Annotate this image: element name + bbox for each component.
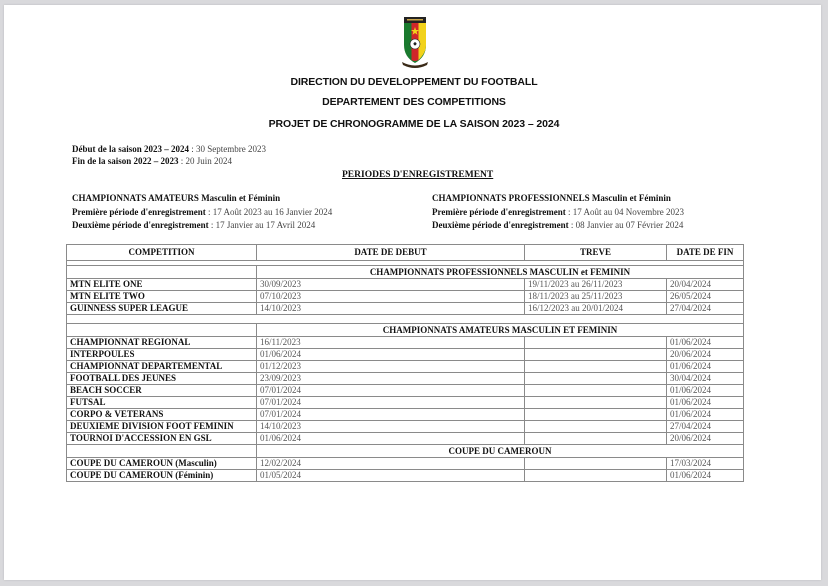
col-header-competition: COMPETITION bbox=[67, 245, 257, 261]
header-direction: DIRECTION DU DEVELOPPEMENT DU FOOTBALL bbox=[290, 76, 538, 88]
amateurs-p1-label: Première période d'enregistrement bbox=[72, 207, 206, 217]
table-row bbox=[67, 303, 744, 315]
pro-p1-value: : 17 Août au 04 Novembre 2023 bbox=[565, 207, 685, 217]
fin-cell: 01/06/2024 bbox=[667, 470, 744, 482]
treve-cell bbox=[525, 385, 667, 397]
pro-title-bold: CHAMPIONNATS PROFESSIONNELS bbox=[432, 193, 590, 203]
professionnels-period-1 bbox=[432, 207, 684, 217]
professionnels-period-2 bbox=[432, 220, 683, 230]
col-header-date-fin: DATE DE FIN bbox=[667, 245, 744, 261]
periodes-title: PERIODES D'ENREGISTREMENT bbox=[342, 170, 494, 180]
section-row-professionnels bbox=[67, 266, 744, 279]
fin-cell: 01/06/2024 bbox=[667, 337, 744, 349]
amateurs-title-rest: Masculin et Féminin bbox=[198, 193, 281, 203]
col-header-treve: TREVE bbox=[525, 245, 667, 261]
season-start-label: Début de la saison 2023 – 2024 bbox=[72, 144, 190, 154]
pro-title-rest: Masculin et Féminin bbox=[589, 193, 671, 203]
section-title: CHAMPIONNATS AMATEURS MASCULIN ET FEMININ bbox=[257, 324, 744, 337]
table-row bbox=[67, 458, 744, 470]
table-row bbox=[67, 337, 744, 349]
fin-cell: 01/06/2024 bbox=[667, 361, 744, 373]
season-start-value: : 30 Septembre 2023 bbox=[189, 144, 267, 154]
table-row bbox=[67, 361, 744, 373]
treve-cell: 18/11/2023 au 25/11/2023 bbox=[525, 291, 667, 303]
treve-cell bbox=[525, 349, 667, 361]
amateurs-title bbox=[72, 193, 280, 203]
table-row bbox=[67, 397, 744, 409]
fin-cell: 27/04/2024 bbox=[667, 421, 744, 433]
debut-cell: 12/02/2024 bbox=[257, 458, 525, 470]
competition-cell: GUINNESS SUPER LEAGUE bbox=[67, 303, 257, 315]
spacer-row bbox=[67, 315, 744, 324]
season-start bbox=[72, 144, 266, 154]
debut-cell: 01/12/2023 bbox=[257, 361, 525, 373]
table-row bbox=[67, 470, 744, 482]
fin-cell: 20/04/2024 bbox=[667, 279, 744, 291]
amateurs-p2-label: Deuxième période d'enregistrement bbox=[72, 220, 209, 230]
header-departement: DEPARTEMENT DES COMPETITIONS bbox=[322, 96, 506, 108]
col-header-date-debut: DATE DE DEBUT bbox=[257, 245, 525, 261]
section-row-coupe bbox=[67, 445, 744, 458]
amateurs-p2-value: : 17 Janvier au 17 Avril 2024 bbox=[208, 220, 316, 230]
treve-cell bbox=[525, 397, 667, 409]
competition-cell: CORPO & VETERANS bbox=[67, 409, 257, 421]
treve-cell bbox=[525, 433, 667, 445]
treve-cell bbox=[525, 421, 667, 433]
fin-cell: 27/04/2024 bbox=[667, 303, 744, 315]
competition-cell: INTERPOULES bbox=[67, 349, 257, 361]
debut-cell: 07/01/2024 bbox=[257, 397, 525, 409]
debut-cell: 23/09/2023 bbox=[257, 373, 525, 385]
debut-cell: 01/05/2024 bbox=[257, 470, 525, 482]
fin-cell: 30/04/2024 bbox=[667, 373, 744, 385]
debut-cell: 16/11/2023 bbox=[257, 337, 525, 349]
debut-cell: 07/10/2023 bbox=[257, 291, 525, 303]
amateurs-p1-value: : 17 Août 2023 au 16 Janvier 2024 bbox=[205, 207, 333, 217]
treve-cell bbox=[525, 337, 667, 349]
fin-cell: 01/06/2024 bbox=[667, 409, 744, 421]
competition-cell: TOURNOI D'ACCESSION EN GSL bbox=[67, 433, 257, 445]
competition-cell: MTN ELITE TWO bbox=[67, 291, 257, 303]
fin-cell: 01/06/2024 bbox=[667, 397, 744, 409]
pro-p2-label: Deuxième période d'enregistrement bbox=[432, 220, 569, 230]
amateurs-title-bold: CHAMPIONNATS AMATEURS bbox=[72, 193, 199, 203]
competition-cell: FOOTBALL DES JEUNES bbox=[67, 373, 257, 385]
competition-cell: DEUXIEME DIVISION FOOT FEMININ bbox=[67, 421, 257, 433]
treve-cell bbox=[525, 361, 667, 373]
amateurs-period-1 bbox=[72, 207, 332, 217]
amateurs-period-2 bbox=[72, 220, 315, 230]
fin-cell: 26/05/2024 bbox=[667, 291, 744, 303]
schedule-table bbox=[66, 244, 744, 482]
season-end-label: Fin de la saison 2022 – 2023 bbox=[72, 156, 179, 166]
treve-cell bbox=[525, 458, 667, 470]
treve-cell bbox=[525, 373, 667, 385]
table-row bbox=[67, 349, 744, 361]
debut-cell: 07/01/2024 bbox=[257, 409, 525, 421]
fin-cell: 20/06/2024 bbox=[667, 349, 744, 361]
professionnels-title bbox=[432, 193, 671, 203]
debut-cell: 30/09/2023 bbox=[257, 279, 525, 291]
table-row bbox=[67, 409, 744, 421]
debut-cell: 07/01/2024 bbox=[257, 385, 525, 397]
competition-cell: FUTSAL bbox=[67, 397, 257, 409]
pro-p1-label: Première période d'enregistrement bbox=[432, 207, 566, 217]
table-row bbox=[67, 279, 744, 291]
section-title: CHAMPIONNATS PROFESSIONNELS MASCULIN et FEMININ bbox=[257, 266, 744, 279]
header-projet-title: PROJET DE CHRONOGRAMME DE LA SAISON 2023 – 2024 bbox=[268, 118, 560, 130]
table-row bbox=[67, 421, 744, 433]
treve-cell: 16/12/2023 au 20/01/2024 bbox=[525, 303, 667, 315]
section-title: COUPE DU CAMEROUN bbox=[257, 445, 744, 458]
competition-cell: CHAMPIONNAT DEPARTEMENTAL bbox=[67, 361, 257, 373]
table-row bbox=[67, 433, 744, 445]
season-end bbox=[72, 156, 232, 166]
debut-cell: 01/06/2024 bbox=[257, 433, 525, 445]
table-row bbox=[67, 291, 744, 303]
table-row bbox=[67, 385, 744, 397]
debut-cell: 01/06/2024 bbox=[257, 349, 525, 361]
season-end-value: : 20 Juin 2024 bbox=[178, 156, 233, 166]
competition-cell: COUPE DU CAMEROUN (Féminin) bbox=[67, 470, 257, 482]
fin-cell: 17/03/2024 bbox=[667, 458, 744, 470]
fin-cell: 20/06/2024 bbox=[667, 433, 744, 445]
fecafoot-crest-icon bbox=[402, 13, 428, 68]
fin-cell: 01/06/2024 bbox=[667, 385, 744, 397]
treve-cell: 19/11/2023 au 26/11/2023 bbox=[525, 279, 667, 291]
section-row-amateurs bbox=[67, 324, 744, 337]
debut-cell: 14/10/2023 bbox=[257, 421, 525, 433]
table-row bbox=[67, 373, 744, 385]
competition-cell: BEACH SOCCER bbox=[67, 385, 257, 397]
debut-cell: 14/10/2023 bbox=[257, 303, 525, 315]
table-header-row bbox=[67, 245, 744, 261]
pro-p2-value: : 08 Janvier au 07 Février 2024 bbox=[568, 220, 684, 230]
competition-cell: MTN ELITE ONE bbox=[67, 279, 257, 291]
treve-cell bbox=[525, 470, 667, 482]
competition-cell: CHAMPIONNAT REGIONAL bbox=[67, 337, 257, 349]
treve-cell bbox=[525, 409, 667, 421]
competition-cell: COUPE DU CAMEROUN (Masculin) bbox=[67, 458, 257, 470]
